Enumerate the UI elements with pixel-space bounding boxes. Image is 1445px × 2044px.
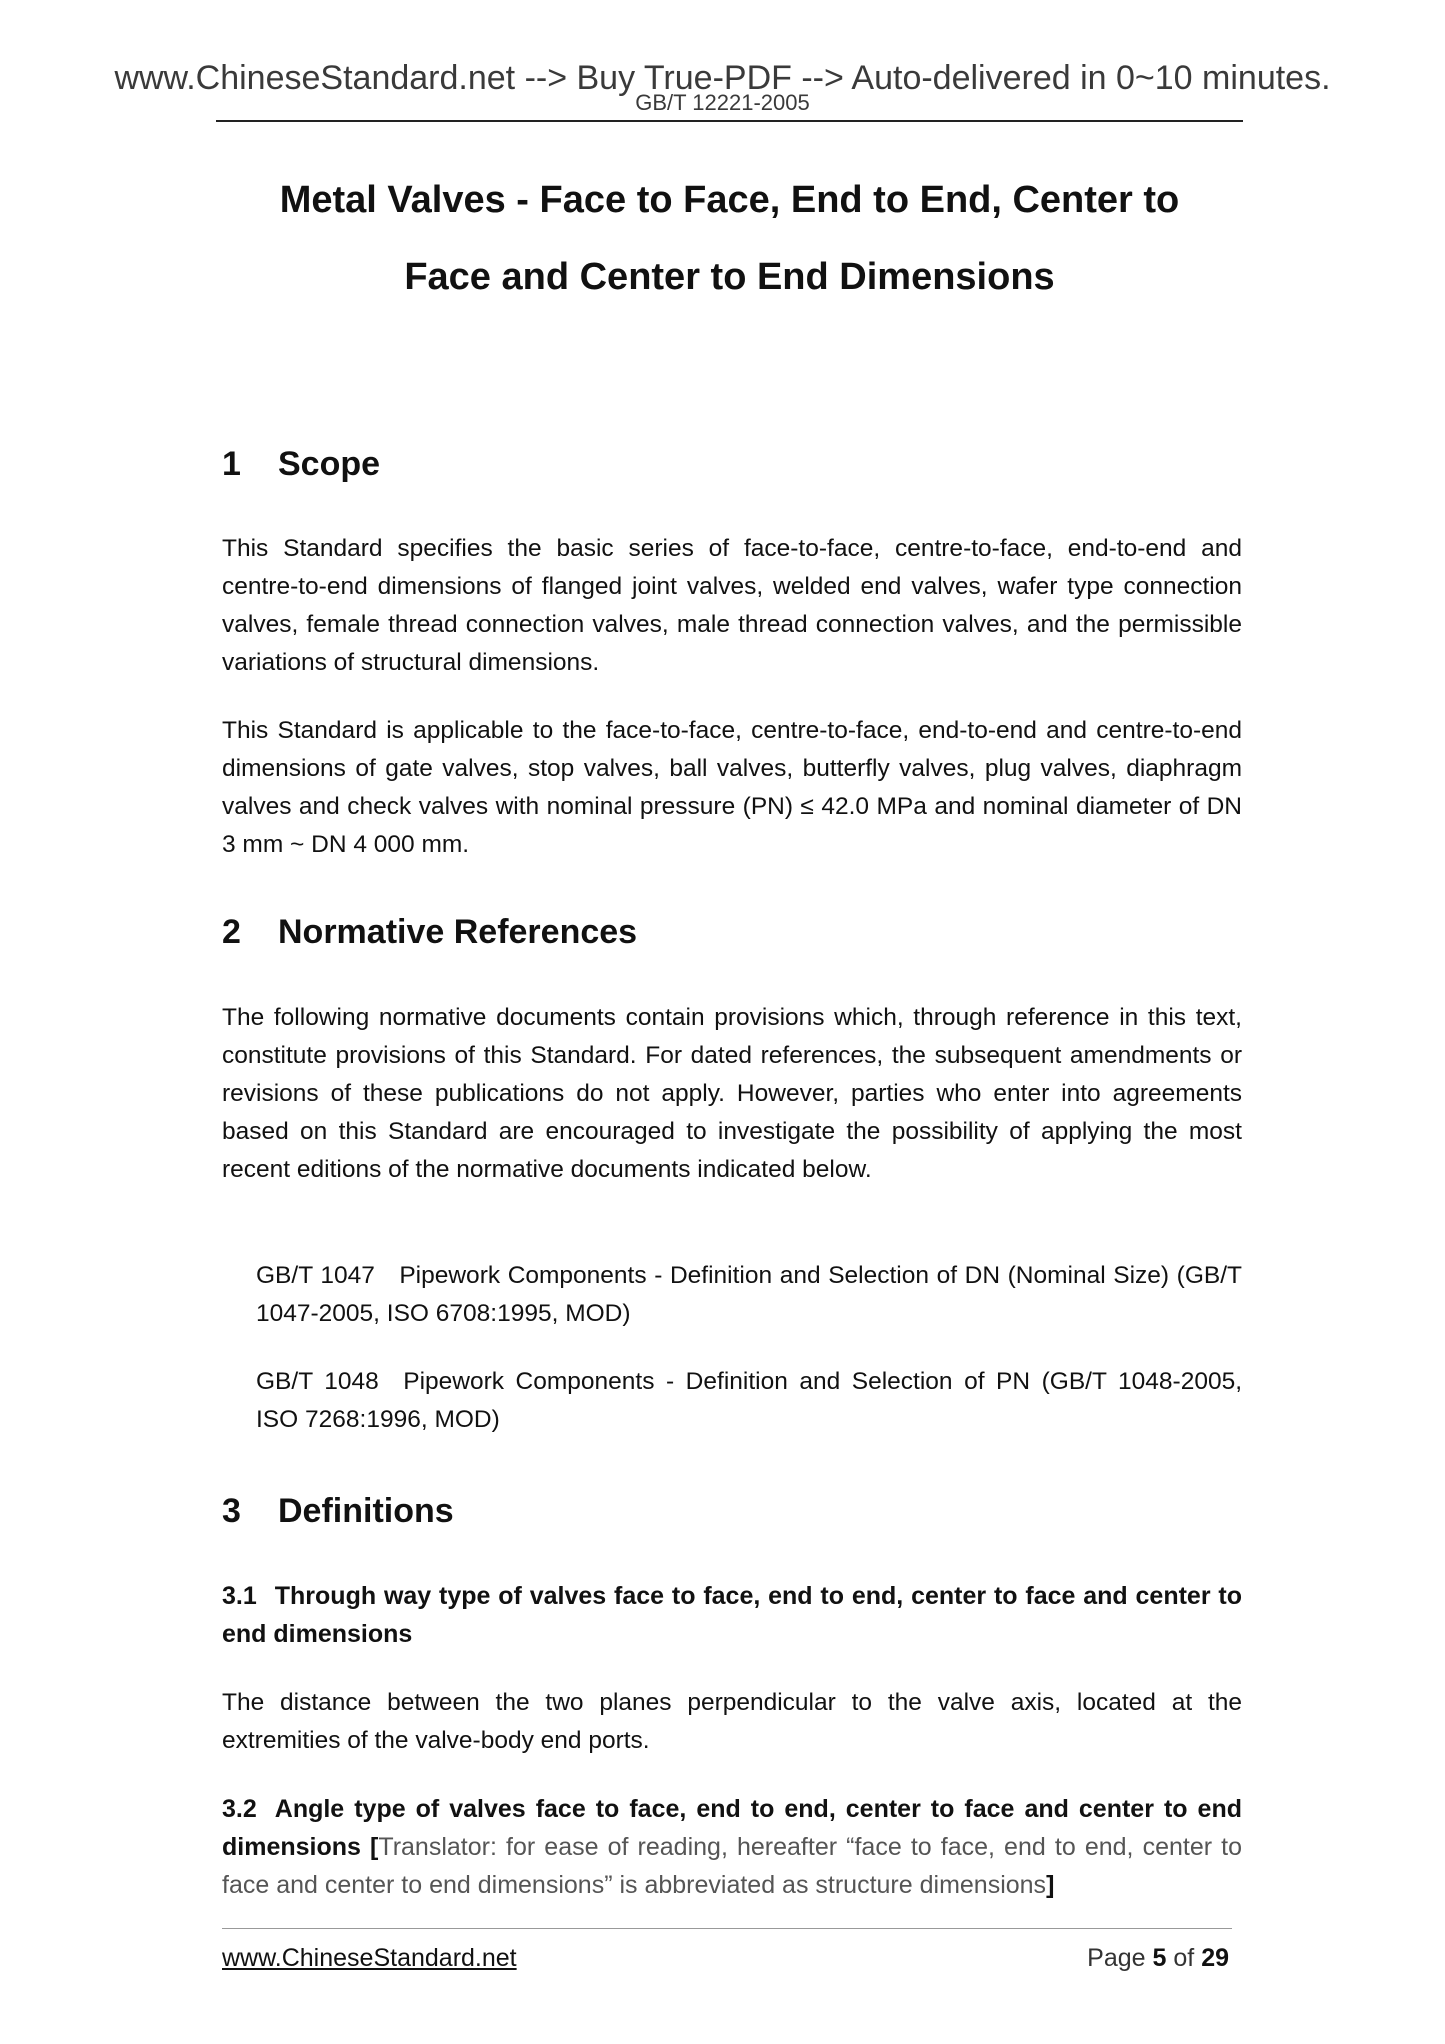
page-label: Page bbox=[1087, 1944, 1146, 1972]
header-rule bbox=[216, 120, 1243, 122]
clause-title: Angle type of valves face to face, end to end, center to face and center to end dimensions bbox=[222, 1795, 1242, 1861]
section-number: 1 bbox=[222, 445, 241, 483]
title-line-1: Metal Valves - Face to Face, End to End, Center to bbox=[279, 179, 1180, 221]
section-title: Scope bbox=[278, 445, 381, 483]
scope-paragraph-2: This Standard is applicable to the face-to-face, centre-to-face, end-to-end and centre-to-end dimensions of gate valves, stop valves, ball valves, butterfly valves, plug valves, diaphragm valves and check valves with nominal pressure (PN) ≤ 42.0 MPa and nominal diameter of DN 3 mm ~ DN 4 000 mm. bbox=[222, 717, 1242, 858]
clause-number: 3.1 bbox=[222, 1582, 257, 1610]
section-number: 2 bbox=[222, 913, 241, 951]
section-title: Normative References bbox=[278, 913, 638, 951]
section-heading-definitions bbox=[222, 1491, 1242, 1531]
section-title: Definitions bbox=[278, 1492, 454, 1530]
reference-item: GB/T 1048 Pipework Components - Definition and Selection of PN (GB/T 1048-2005, ISO 7268:1996, MOD) bbox=[256, 1368, 1242, 1433]
clause-number: 3.2 bbox=[222, 1795, 257, 1823]
document-title bbox=[216, 162, 1243, 316]
footer-rule bbox=[222, 1928, 1232, 1929]
reference-item: GB/T 1047 Pipework Components - Definition and Selection of DN (Nominal Size) (GB/T 1047-2005, ISO 6708:1995, MOD) bbox=[256, 1262, 1242, 1327]
scope-paragraph-1: This Standard specifies the basic series of face-to-face, centre-to-face, end-to-end and centre-to-end dimensions of flanged joint valves, welded end valves, wafer type connection valves, female thread connection valves, male thread connection valves, and the permissible variations of structural dimensions. bbox=[222, 535, 1242, 676]
header-banner: www.ChineseStandard.net --> Buy True-PDF --> Auto-delivered in 0~10 minutes. bbox=[114, 59, 1331, 97]
current-page-number: 5 bbox=[1152, 1944, 1167, 1972]
section-number: 3 bbox=[222, 1492, 241, 1530]
bracket-open: [ bbox=[370, 1833, 379, 1861]
clause-title: Through way type of valves face to face, end to end, center to face and center to end dimensions bbox=[222, 1582, 1242, 1648]
translator-note: Translator: for ease of reading, hereafter “face to face, end to end, center to face and center to end dimensions” is abbreviated as structure dimensions bbox=[222, 1833, 1243, 1899]
references-intro: The following normative documents contain provisions which, through reference in this text, constitute provisions of this Standard. For dated references, the subsequent amendments or revisions of these publications do not apply. However, parties who enter into agreements based on this Standard are encouraged to investigate the possibility of applying the most recent editions of the normative documents indicated below. bbox=[222, 1004, 1242, 1183]
section-heading-scope bbox=[222, 444, 1242, 484]
bracket-close: ] bbox=[1046, 1871, 1055, 1899]
page-of-label: of bbox=[1173, 1944, 1195, 1972]
total-pages: 29 bbox=[1201, 1944, 1229, 1972]
definition-3-1-text: The distance between the two planes perpendicular to the valve axis, located at the extremities of the valve-body end ports. bbox=[222, 1689, 1242, 1754]
definition-3-2-heading bbox=[222, 1790, 1242, 1904]
footer-website-link[interactable]: www.ChineseStandard.net bbox=[222, 1944, 517, 1972]
definition-3-1-heading bbox=[222, 1577, 1242, 1653]
standard-code: GB/T 12221-2005 bbox=[635, 90, 810, 115]
section-heading-normative-references bbox=[222, 912, 1242, 952]
title-line-2: Face and Center to End Dimensions bbox=[404, 256, 1055, 298]
page-indicator bbox=[1087, 1942, 1229, 1974]
